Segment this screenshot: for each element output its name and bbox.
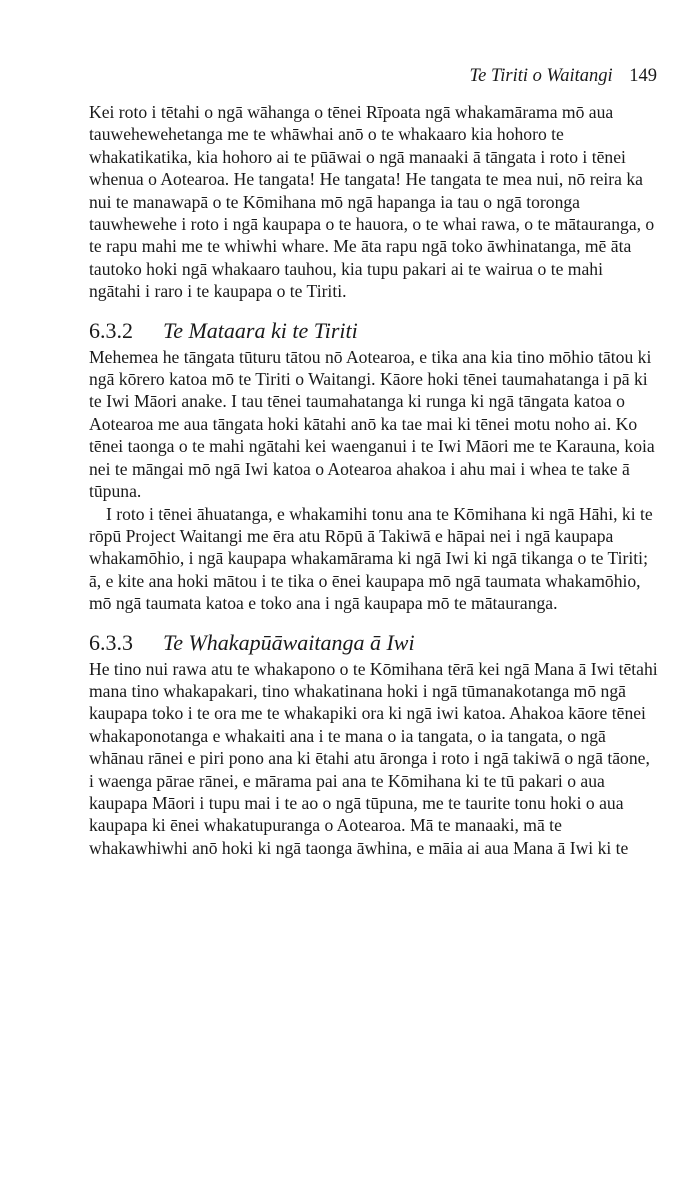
paragraph: Kei roto i tētahi o ngā wāhanga o tēnei Rīpoata ngā whakamārama mō aua tauwehewehetanga me te whāwhai anō o te whakaaro kia hohoro te whakatikatika, kia hohoro ai te pūāwai o ngā manaaki ā tāngata i roto i tēnei whenua o Aotearoa. He tangata! He tangata! He tangata te mea nui, nō reira ka nui te manawapā o te Kōmihana mō ngā hapanga ia tau o ngā toronga tauwhewehe i roto i ngā kaupapa o te hauora, o te whai rawa, o te mātauranga, o te rapu mahi me te whiwhi whare. Me āta rapu ngā toko āwhinatanga, mē āta tautoko hoki ngā whakaaro tauhou, kia tupu pakari ai te wairua o te mahi ngātahi i raro i te kaupapa o te Tiriti. [89, 102, 655, 302]
paragraph: He tino nui rawa atu te whakapono o te Kōmihana tērā kei ngā Mana ā Iwi tētahi mana tino whakapakari, tino whakatinana hoki i ngā tūmanakotanga mō ngā kaupapa toko i te ora me te whakapiki ora ki ngā iwi katoa. Ahakoa kāore tēnei whakaponotanga e whakaiti ana i te mana o ia tangata, o ia tangata, o ngā whānau rānei e piri pono ana ki ētahi atu āronga i roto i ngā takiwā o ngā tāone, i waenga pārae rānei, e mārama pai ana te Kōmihana ki te tū pakari o aua kaupapa Māori i tupu mai i te ao o ngā tūpuna, me te taurite tonu hoki o aua kaupapa ki ēnei whakatupuranga o Aotearoa. Mā te manaaki, mā te whakawhiwhi anō hoki ki ngā taonga āwhina, e māia ai aua Mana ā Iwi ki te [89, 658, 658, 858]
running-head-title: Te Tiriti o Waitangi [469, 66, 613, 86]
page-number: 149 [629, 66, 657, 86]
paragraph: I roto i tēnei āhuatanga, e whakamihi tonu ana te Kōmihana ki ngā Hāhi, ki te rōpū Project Waitangi me ēra atu Rōpū ā Takiwā e hāpai nei i ngā kaupapa whakamōhio, i ngā kaupapa whakamārama ki ngā Iwi ki ngā tikanga o te Tiriti; ā, e kite ana hoki mātou i te tika o ēnei kaupapa mō ngā taumata whakamōhio, mō ngā taumata katoa e toko ana i ngā kaupapa mō te mātauranga. [89, 503, 653, 614]
paragraph: Mehemea he tāngata tūturu tātou nō Aotearoa, e tika ana kia tino mōhio tātou ki ngā kōrero katoa mō te Tiriti o Waitangi. Kāore hoki tēnei taumahatanga i pā ki te Iwi Māori anake. I tau tēnei taumahatanga ki runga ki ngā tāngata katoa o Aotearoa me aua tāngata hoki kātahi anō ka tae mai ki tēnei motu noho ai. Ko tēnei taonga o te mahi ngātahi kei waenganui i te Iwi Māori me te Karauna, koia nei te māngai mō ngā Iwi katoa o Aotearoa ahakoa i ahu mai i whea te take ā tūpuna. [89, 346, 655, 502]
section-heading-6-3-2 [89, 317, 659, 345]
running-head [470, 66, 657, 87]
section-number: 6.3.3 [89, 629, 133, 655]
section-title: Te Mataara ki te Tiriti [163, 317, 358, 343]
section-title: Te Whakapūāwaitanga ā Iwi [163, 629, 415, 655]
section-number: 6.3.2 [89, 317, 133, 343]
body-text [89, 101, 659, 859]
section-heading-6-3-3 [89, 629, 659, 657]
